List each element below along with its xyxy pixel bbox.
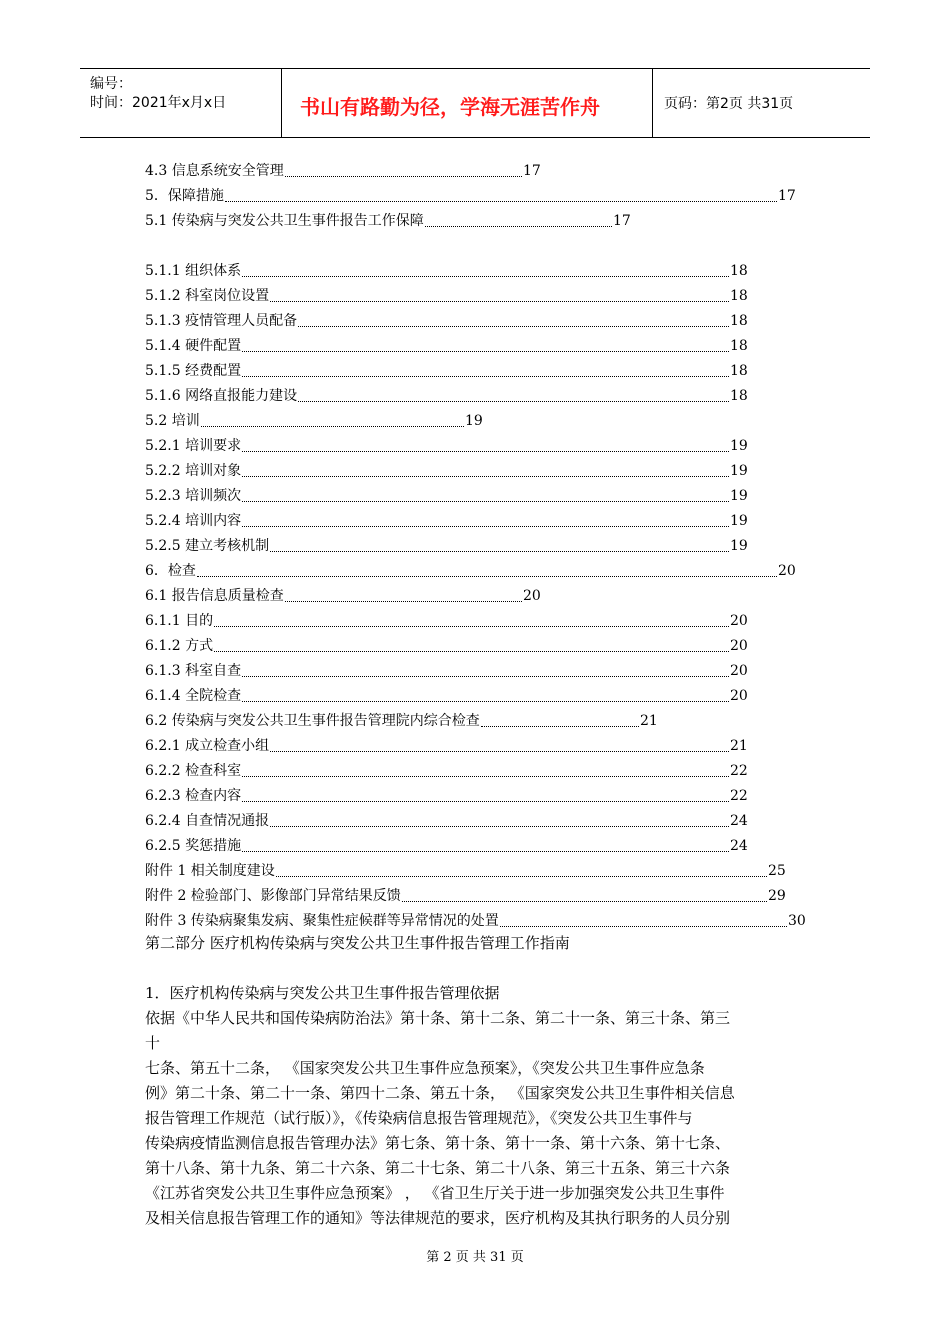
- toc-entry: [145, 910, 806, 932]
- toc-entry-title: 4.3 信息系统安全管理: [145, 163, 284, 179]
- toc-entry-page: 20: [730, 663, 748, 679]
- toc-entry: [145, 810, 748, 832]
- header-meta-cell: [80, 69, 282, 137]
- toc-entry-title: 6.1.4 全院检查: [145, 688, 242, 704]
- toc-entry: [145, 835, 748, 857]
- toc-entry: [145, 685, 748, 707]
- toc-entry-page: 18: [730, 388, 748, 404]
- toc-entry-page: 20: [730, 613, 748, 629]
- toc-entry-title: 5.1.1 组织体系: [145, 263, 242, 279]
- toc-entry: [145, 185, 796, 207]
- toc-leader-dots: [402, 885, 767, 902]
- toc-entry-page: 19: [730, 538, 748, 554]
- toc-entry-page: 21: [730, 738, 748, 754]
- toc-entry: [145, 410, 483, 432]
- page-footer: 第 2 页 共 31 页: [426, 1250, 524, 1265]
- toc-leader-dots: [214, 610, 729, 627]
- toc-entry-page: 21: [640, 713, 658, 729]
- toc-entry-page: 20: [778, 563, 796, 579]
- page-header: [80, 68, 870, 138]
- toc-leader-dots: [298, 310, 729, 327]
- toc-entry: [145, 460, 748, 482]
- body-line: 例》第二十条、第二十一条、第四十二条、第五十条， 《国家突发公共卫生事件相关信息: [145, 1084, 735, 1102]
- body-line: 及相关信息报告管理工作的通知》等法律规范的要求，医疗机构及其执行职务的人员分别: [145, 1209, 731, 1227]
- body-text: [145, 981, 815, 1231]
- toc-entry: [145, 210, 631, 232]
- toc-entry-title: 6.2.2 检查科室: [145, 763, 242, 779]
- toc-leader-dots: [242, 485, 729, 502]
- body-line: 传染病疫情监测信息报告管理办法》第七条、第十条、第十一条、第十六条、第十七条、: [145, 1134, 731, 1152]
- toc-leader-dots: [242, 460, 729, 477]
- body-line: 第十八条、第十九条、第二十六条、第二十七条、第二十八条、第三十五条、第三十六条: [145, 1159, 731, 1177]
- toc-entry: [145, 485, 748, 507]
- toc-leader-dots: [242, 335, 729, 352]
- toc-entry: [145, 260, 748, 282]
- toc-leader-dots: [425, 210, 612, 227]
- toc-entry-page: 22: [730, 788, 748, 804]
- toc-leader-dots: [225, 185, 777, 202]
- toc-leader-dots: [285, 160, 522, 177]
- toc-leader-dots: [500, 910, 787, 927]
- toc-entry-page: 24: [730, 838, 748, 854]
- toc-leader-dots: [242, 260, 729, 277]
- page-info: 页码：第2页 共31页: [664, 96, 794, 112]
- toc-entry-title: 5.2.2 培训对象: [145, 463, 242, 479]
- toc-entry-title: 5.2.4 培训内容: [145, 513, 242, 529]
- toc-entry-page: 25: [768, 863, 786, 879]
- toc-entry-title: 6.1.2 方式: [145, 638, 214, 654]
- toc-entry-page: 19: [730, 488, 748, 504]
- toc-entry-page: 19: [465, 413, 483, 429]
- toc-entry: [145, 635, 748, 657]
- toc-leader-dots: [242, 660, 729, 677]
- toc-entry-page: 17: [613, 213, 631, 229]
- header-motto-cell: [282, 69, 653, 137]
- toc-entry-page: 17: [778, 188, 796, 204]
- toc-entry: [145, 560, 796, 582]
- toc-entry-title: 5.1.5 经费配置: [145, 363, 242, 379]
- toc-entry-title: 附件 1 相关制度建设: [145, 863, 275, 879]
- toc-entry-title: 附件 3 传染病聚集发病、聚集性症候群等异常情况的处置: [145, 913, 499, 929]
- toc-entry: [145, 435, 748, 457]
- toc-entry-title: 6．检查: [145, 563, 196, 579]
- body-line: 报告管理工作规范（试行版）》，《传染病信息报告管理规范》，《突发公共卫生事件与: [145, 1109, 693, 1127]
- toc-entry-title: 6.2.3 检查内容: [145, 788, 242, 804]
- toc-entry-title: 6.2.5 奖惩措施: [145, 838, 242, 854]
- toc-leader-dots: [276, 860, 767, 877]
- toc-leader-dots: [270, 735, 729, 752]
- toc-entry-page: 29: [768, 888, 786, 904]
- toc-entry-title: 5．保障措施: [145, 188, 224, 204]
- toc-entry: [145, 360, 748, 382]
- toc-leader-dots: [201, 410, 464, 427]
- toc-entry: [145, 735, 748, 757]
- toc-entry: [145, 610, 748, 632]
- toc-leader-dots: [242, 785, 729, 802]
- toc-entry: [145, 860, 786, 882]
- toc-entry: [145, 160, 541, 182]
- toc-entry-page: 20: [523, 588, 541, 604]
- part-title-block: [145, 931, 815, 956]
- toc-entry-title: 5.2 培训: [145, 413, 200, 429]
- toc-entry-page: 30: [788, 913, 806, 929]
- toc-leader-dots: [214, 635, 729, 652]
- toc-entry-page: 18: [730, 363, 748, 379]
- toc-entry: [145, 660, 748, 682]
- toc-leader-dots: [242, 835, 729, 852]
- toc-entry-title: 6.2 传染病与突发公共卫生事件报告管理院内综合检查: [145, 713, 480, 729]
- toc-entry-page: 24: [730, 813, 748, 829]
- toc-leader-dots: [197, 560, 777, 577]
- toc-entry-page: 22: [730, 763, 748, 779]
- toc-entry-title: 6.1.1 目的: [145, 613, 214, 629]
- toc-entry-title: 6.2.1 成立检查小组: [145, 738, 270, 754]
- body-line: 七条、第五十二条， 《国家突发公共卫生事件应急预案》，《突发公共卫生事件应急条: [145, 1059, 705, 1077]
- time-label: 时间：2021年x月x日: [90, 95, 227, 111]
- toc-entry-page: 20: [730, 688, 748, 704]
- toc-entry: [145, 885, 786, 907]
- toc-entry: [145, 710, 658, 732]
- toc-entry-page: 18: [730, 313, 748, 329]
- toc-leader-dots: [298, 385, 729, 402]
- toc-entry-page: 18: [730, 338, 748, 354]
- toc-entry: [145, 285, 748, 307]
- toc-leader-dots: [242, 760, 729, 777]
- toc-entry-title: 5.2.1 培训要求: [145, 438, 242, 454]
- toc-entry: [145, 335, 748, 357]
- toc-entry-title: 6.2.4 自查情况通报: [145, 813, 270, 829]
- toc-leader-dots: [270, 810, 729, 827]
- toc-leader-dots: [285, 585, 522, 602]
- toc-entry-page: 18: [730, 263, 748, 279]
- body-line: 十: [145, 1034, 161, 1052]
- toc-entry: [145, 785, 748, 807]
- toc-entry-title: 5.2.5 建立考核机制: [145, 538, 270, 554]
- toc-entry: [145, 310, 748, 332]
- toc-entry: [145, 585, 541, 607]
- body-line: 《江苏省突发公共卫生事件应急预案》 ， 《省卫生厅关于进一步加强突发公共卫生事件: [145, 1184, 725, 1202]
- toc-entry-title: 6.1.3 科室自查: [145, 663, 242, 679]
- toc-entry-page: 19: [730, 513, 748, 529]
- toc-leader-dots: [242, 685, 729, 702]
- toc-entry: [145, 510, 748, 532]
- body-line: 依据《中华人民共和国传染病防治法》第十条、第十二条、第二十一条、第三十条、第三: [145, 1009, 731, 1027]
- part-title: 第二部分 医疗机构传染病与突发公共卫生事件报告管理工作指南: [145, 934, 570, 952]
- toc-entry-title: 附件 2 检验部门、影像部门异常结果反馈: [145, 888, 401, 904]
- motto: 书山有路勤为径，学海无涯苦作舟: [300, 95, 600, 119]
- toc-entry-page: 18: [730, 288, 748, 304]
- toc-leader-dots: [242, 435, 729, 452]
- toc-leader-dots: [270, 535, 729, 552]
- toc-entry-title: 5.1.3 疫情管理人员配备: [145, 313, 298, 329]
- toc-leader-dots: [481, 710, 639, 727]
- toc-entry: [145, 385, 748, 407]
- toc-entry-page: 20: [730, 638, 748, 654]
- toc-entry-page: 17: [523, 163, 541, 179]
- toc-entry-title: 5.1.4 硬件配置: [145, 338, 242, 354]
- toc-entry-title: 5.1.6 网络直报能力建设: [145, 388, 298, 404]
- toc-entry: [145, 760, 748, 782]
- toc-entry-title: 5.1.2 科室岗位设置: [145, 288, 270, 304]
- toc-leader-dots: [242, 510, 729, 527]
- toc-leader-dots: [270, 285, 729, 302]
- toc-entry-title: 5.2.3 培训频次: [145, 488, 242, 504]
- toc-leader-dots: [242, 360, 729, 377]
- toc-entry: [145, 535, 748, 557]
- number-label: 编号：: [90, 76, 132, 92]
- section-title: 1．医疗机构传染病与突发公共卫生事件报告管理依据: [145, 984, 500, 1002]
- toc-entry-title: 6.1 报告信息质量检查: [145, 588, 284, 604]
- toc-entry-page: 19: [730, 463, 748, 479]
- toc-entry-page: 19: [730, 438, 748, 454]
- body-paragraph: [145, 1006, 815, 1231]
- toc-entry-title: 5.1 传染病与突发公共卫生事件报告工作保障: [145, 213, 424, 229]
